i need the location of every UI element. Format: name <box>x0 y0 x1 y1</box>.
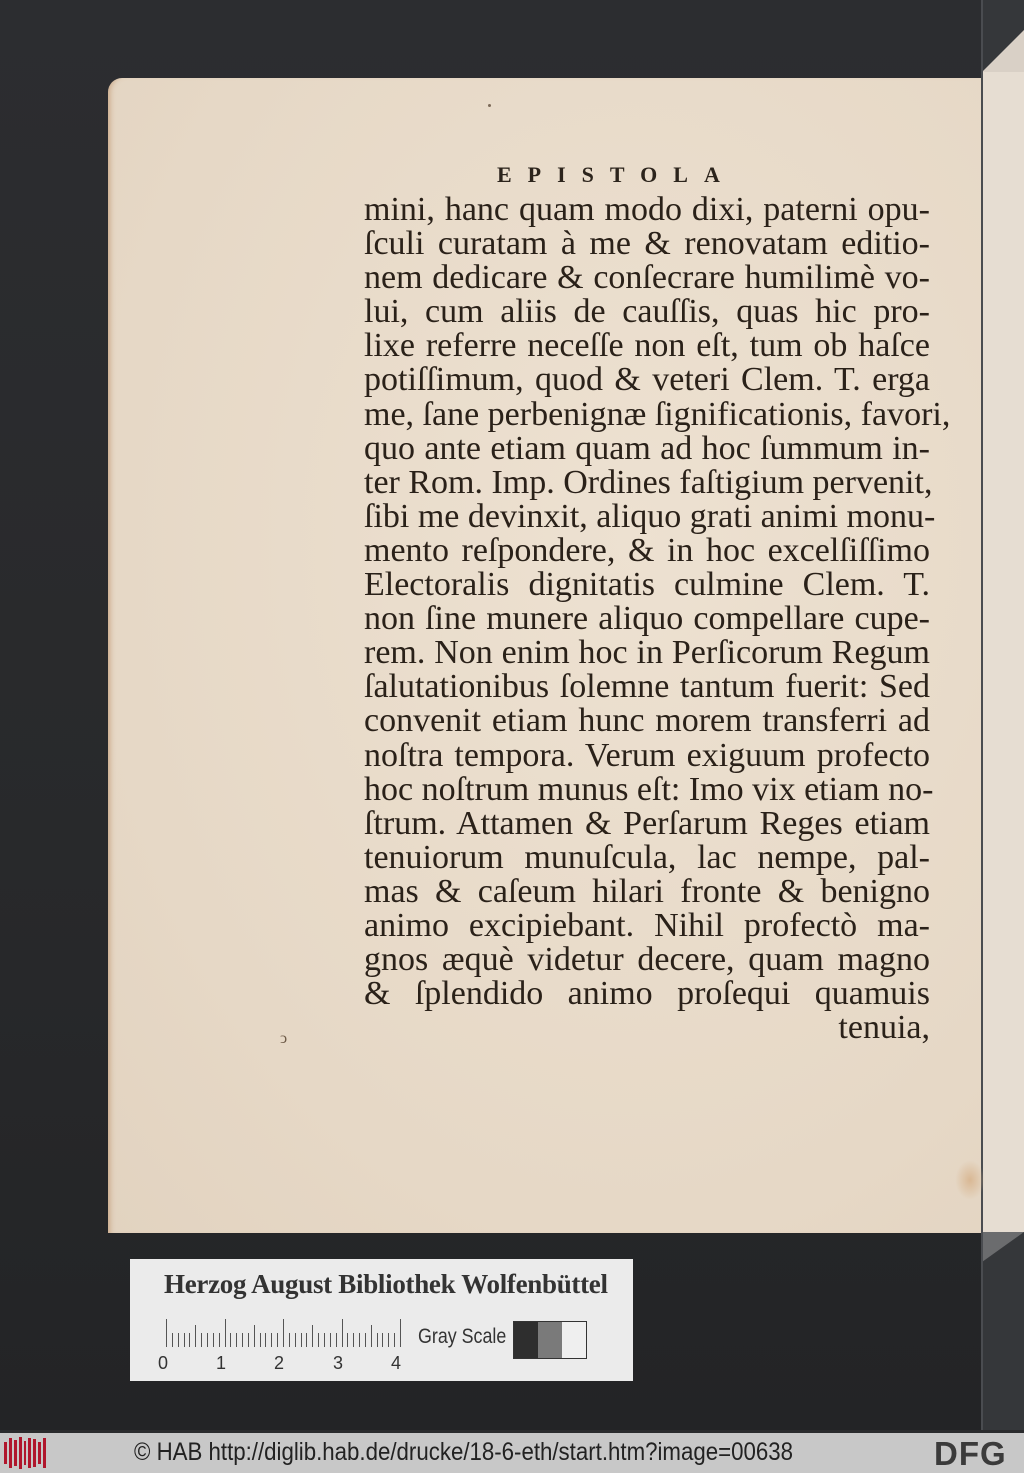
text-line: lui, cum aliis de cauſſis, quas hic pro- <box>364 293 930 331</box>
ruler-tick <box>301 1333 302 1347</box>
text-line: quo ante etiam quam ad hoc ſummum in- <box>364 429 930 467</box>
text-line: ſculi curatam à me & renovatam editio- <box>364 225 930 263</box>
text-line: potiſſimum, quod & veteri Clem. T. erga <box>364 361 930 399</box>
ruler-tick <box>295 1333 296 1347</box>
running-head: EPISTOLA <box>497 162 736 187</box>
text-line: mini, hanc quam modo dixi, paterni opu- <box>364 191 930 228</box>
text-line: & ſplendido animo proſequi quamuis <box>364 975 930 1013</box>
ruler-tick <box>359 1333 360 1347</box>
ruler-tick <box>166 1319 167 1347</box>
ruler-tick <box>400 1319 401 1347</box>
text-line: tenuiorum munuſcula, lac nempe, pal- <box>364 838 930 876</box>
color-reference-card <box>130 1259 633 1381</box>
text-line: non ſine munere aliquo compellare cupe- <box>364 600 930 638</box>
ruler-tick <box>283 1319 284 1347</box>
ruler-tick <box>184 1333 185 1347</box>
ruler-tick <box>219 1333 220 1347</box>
ruler-label: 2 <box>274 1353 285 1373</box>
text-line: Electoralis dignitatis culmine Clem. T. <box>364 566 930 604</box>
ruler-tick <box>225 1319 226 1347</box>
text-line: mento reſpondere, & in hoc excelſiſſimo <box>364 531 930 569</box>
ruler-tick <box>213 1333 214 1347</box>
ruler-tick <box>277 1333 278 1347</box>
ruler-tick <box>312 1325 313 1347</box>
ruler-tick <box>236 1333 237 1347</box>
ruler-label: 0 <box>158 1353 169 1373</box>
ruler-label: 3 <box>333 1353 344 1373</box>
text-line: hoc noſtrum munus eſt: Imo vix etiam no- <box>364 770 934 808</box>
text-line: gnos æquè videtur decere, quam magno <box>364 941 930 979</box>
copyright-url[interactable]: © HAB http://diglib.hab.de/drucke/18-6-eth/start.htm?image=00638 <box>134 1438 793 1466</box>
dfg-logo: DFG <box>934 1435 1007 1472</box>
text-line: mas & caſeum hilari fronte & benigno <box>364 872 930 910</box>
ruler-tick <box>254 1325 255 1347</box>
ruler-tick <box>306 1333 307 1347</box>
ruler-tick <box>172 1333 173 1347</box>
ruler-tick <box>365 1333 366 1347</box>
ruler-tick <box>336 1333 337 1347</box>
hab-barcode-logo-icon <box>4 1436 46 1470</box>
footer-bar <box>0 1433 1024 1473</box>
text-line: animo excipiebant. Nihil profectò ma- <box>364 906 930 944</box>
text-line: nem dedicare & conſecrare humilimè vo- <box>364 259 930 297</box>
ruler-tick <box>324 1333 325 1347</box>
text-line: rem. Non enim hoc in Perſicorum Regum <box>364 634 930 672</box>
text-line: ſtrum. Attamen & Perſarum Reges etiam <box>364 804 930 842</box>
ruler-tick <box>178 1333 179 1347</box>
ruler-tick <box>382 1333 383 1347</box>
ruler-tick <box>195 1325 196 1347</box>
ruler-tick <box>330 1333 331 1347</box>
ruler-tick <box>260 1333 261 1347</box>
gray-swatch-light <box>562 1322 586 1358</box>
gray-scale-label: Gray Scale <box>418 1325 507 1348</box>
gray-swatch-dark <box>514 1322 538 1358</box>
gray-swatch-mid <box>538 1322 562 1358</box>
page-corner-shadow-top <box>982 30 1024 72</box>
catchword: tenuia, <box>838 1009 930 1047</box>
ruler-tick <box>371 1325 372 1347</box>
ruler-tick <box>388 1333 389 1347</box>
margin-mark: ↄ <box>280 1030 288 1047</box>
ruler-tick <box>207 1333 208 1347</box>
text-line: lixe referre neceſſe non eſt, tum ob haſce <box>364 327 930 365</box>
gray-scale-swatches <box>513 1321 587 1359</box>
ruler-labels <box>158 1353 428 1373</box>
ruler-tick <box>265 1333 266 1347</box>
text-line: ter Rom. Imp. Ordines faſtigium pervenit, <box>364 463 933 501</box>
paper-stain <box>955 1160 985 1200</box>
ruler-tick <box>342 1319 343 1347</box>
text-line: ſalutationibus ſolemne tantum fuerit: Sed <box>364 668 930 706</box>
text-line: convenit etiam hunc morem transferri ad <box>364 702 930 740</box>
ruler-label: 4 <box>391 1353 402 1373</box>
page-corner-shadow-bottom <box>982 1232 1024 1262</box>
ruler-tick <box>353 1333 354 1347</box>
text-line: me, ſane perbenignæ ſignificationis, favori, <box>364 395 951 433</box>
paper-speck <box>488 104 491 107</box>
ruler-tick <box>347 1333 348 1347</box>
text-line: ſibi me devinxit, aliquo grati animi monu- <box>364 497 936 535</box>
ruler-tick <box>189 1333 190 1347</box>
library-name: Herzog August Bibliothek Wolfenbüttel <box>164 1269 608 1299</box>
ruler-tick <box>248 1333 249 1347</box>
ruler-tick <box>394 1333 395 1347</box>
ruler-tick <box>242 1333 243 1347</box>
ruler-tick <box>230 1333 231 1347</box>
ruler-label: 1 <box>216 1353 227 1373</box>
ruler-tick <box>377 1333 378 1347</box>
gutter-line <box>981 0 983 1430</box>
ruler-tick <box>318 1333 319 1347</box>
adjacent-sheet <box>982 72 1024 1232</box>
adjacent-page-edge <box>982 0 1024 1430</box>
text-line: noſtra tempora. Verum exiguum profecto <box>364 736 930 774</box>
page-text <box>364 191 951 1047</box>
ruler-tick <box>271 1333 272 1347</box>
ruler-tick <box>289 1333 290 1347</box>
ruler-tick <box>201 1333 202 1347</box>
